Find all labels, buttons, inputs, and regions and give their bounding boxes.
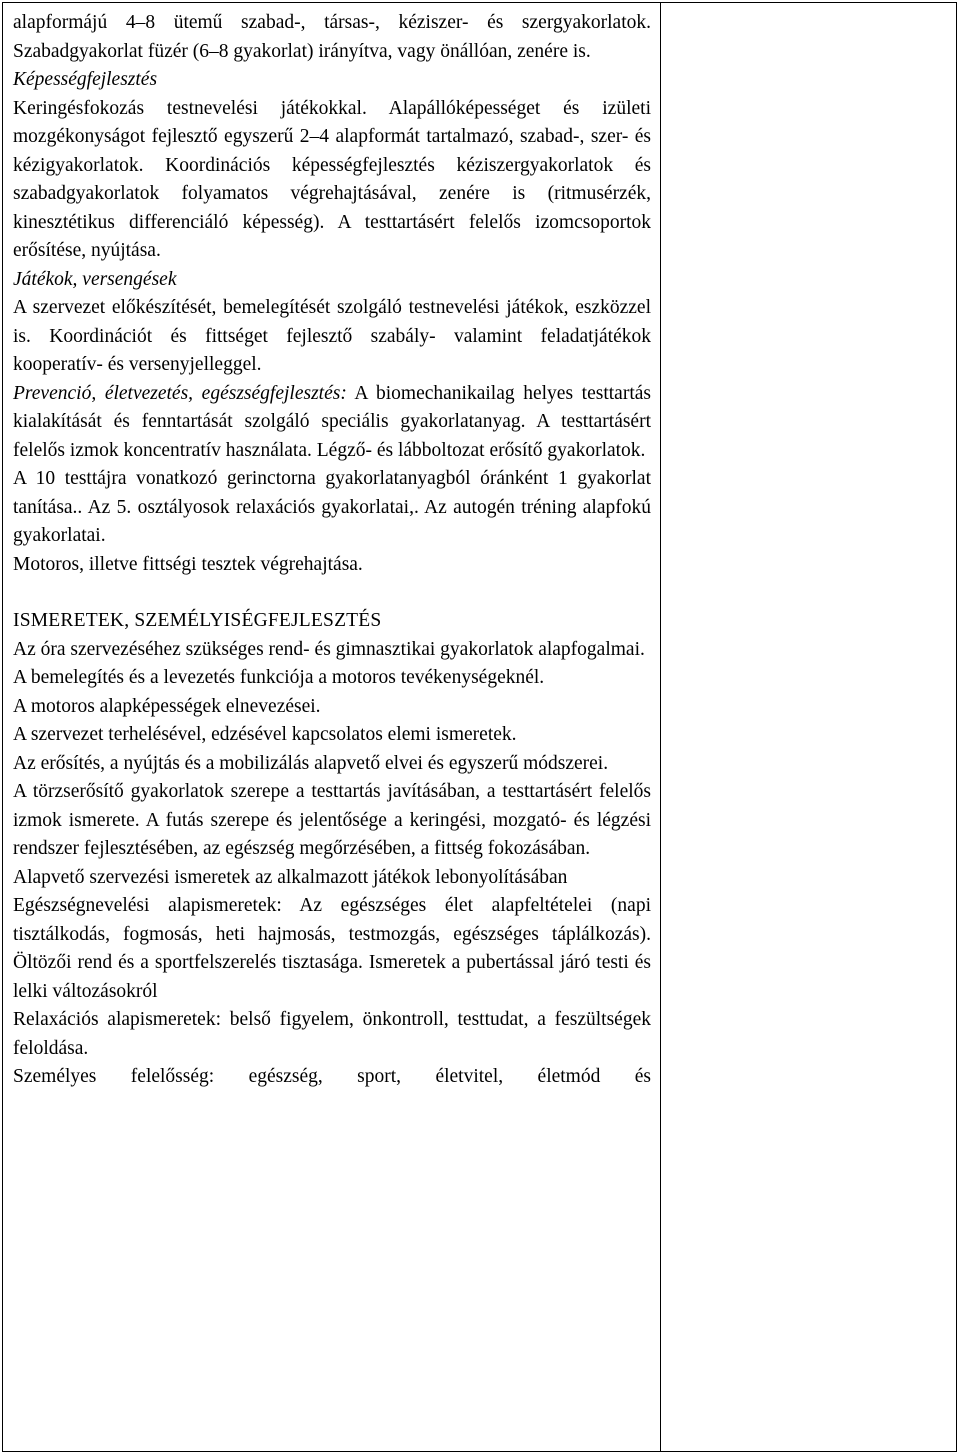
ismeret-item: Relaxációs alapismeretek: belső figyelem, önkontroll, testtudat, a feszültségek feloldása. bbox=[13, 1009, 651, 1059]
heading-jatekok: Játékok, versengések bbox=[13, 268, 177, 290]
ismeret-item: A szervezet terhelésével, edzésével kapcsolatos elemi ismeretek. bbox=[13, 724, 517, 745]
prevencio-text: A biomechanikailag helyes testtartás kialakítását és fenntartását szolgáló speciális gyakorlatanyag. A testtartásért felelős izmok koncentratív használata. Légző- és lábboltozat erősítő gyakorlatok. bbox=[13, 382, 651, 461]
ismeret-item: Egészségnevelési alapismeretek: Az egészséges élet alapfeltételei (napi tisztálkodás, fogmosás, heti hajmosás, testmozgás, egészséges táplálkozás). Öltözői rend és a sportfelszerelés tisztasága. Ismeretek a pubertással járó testi és lelki változásokról bbox=[13, 895, 651, 1002]
content-table bbox=[2, 2, 957, 1452]
paragraph-exercises: alapformájú 4–8 ütemű szabad-, társas-, kéziszer- és szergyakorlatok. Szabadgyakorlat füzér (6–8 gyakorlat) irányítva, vagy önállóan, zenére is. bbox=[13, 12, 651, 62]
paragraph-gerinctorna: A 10 testtájra vonatkozó gerinctorna gyakorlatanyagból óránként 1 gyakorlat tanítása.. Az 5. osztályosok relaxációs gyakorlatai,. Az autogén tréning alapfokú gyakorlatai. bbox=[13, 468, 651, 546]
left-column bbox=[13, 9, 651, 1092]
ismeret-item: Az erősítés, a nyújtás és a mobilizálás alapvető elvei és egyszerű módszerei. bbox=[13, 752, 609, 774]
heading-prevencio: Prevenció, életvezetés, egészségfejlesztés: bbox=[13, 382, 347, 404]
ismeret-item-last: Személyes felelősség: egészség, sport, életvitel, életmód és bbox=[13, 1066, 651, 1087]
heading-ismeretek: ISMERETEK, SZEMÉLYISÉGFEJLESZTÉS bbox=[13, 610, 382, 631]
paragraph-tesztek: Motoros, illetve fittségi tesztek végrehajtása. bbox=[13, 553, 363, 575]
ismeret-item: A motoros alapképességek elnevezései. bbox=[13, 695, 321, 717]
column-divider bbox=[660, 3, 661, 1451]
paragraph-kepessegfejlesztes: Keringésfokozás testnevelési játékokkal. Alapállóképességet és izületi mozgékonyságot fejlesztő egyszerű 2–4 alapformát tartalmazó, szabad-, szer- és kézigyakorlatok. Koordinációs képességfejlesztés kéziszergyakorlatok és szabadgyakorlatok folyamatos végrehajtásával, zenére is (ritmusérzék, kinesztétikus differenciáló képesség). A testtartásért felelős izomcsoportok erősítése, nyújtása. bbox=[13, 97, 651, 261]
paragraph-prevencio bbox=[13, 380, 651, 466]
ismeret-item: A törzserősítő gyakorlatok szerepe a testtartás javításában, a testtartásért felelős izmok ismerete. A futás szerepe és jelentősége a keringési, mozgató- és légzési rendszer fejlesztésében, az egészség megőrzésében, a fittség fokozásában. bbox=[13, 781, 651, 859]
paragraph-jatekok: A szervezet előkészítését, bemelegítését szolgáló testnevelési játékok, eszközzel is. Koordinációt és fittséget fejlesztő szabály- valamint feladatjátékok kooperatív- és versenyjelleggel. bbox=[13, 297, 651, 375]
section-gap bbox=[13, 579, 651, 607]
heading-kepessegfejlesztes: Képességfejlesztés bbox=[13, 69, 158, 90]
ismeret-item: A bemelegítés és a levezetés funkciója a motoros tevékenységeknél. bbox=[13, 667, 545, 688]
ismeret-item: Alapvető szervezési ismeretek az alkalmazott játékok lebonyolításában bbox=[13, 866, 568, 888]
ismeret-item: Az óra szervezéséhez szükséges rend- és gimnasztikai gyakorlatok alapfogalmai. bbox=[13, 638, 645, 660]
